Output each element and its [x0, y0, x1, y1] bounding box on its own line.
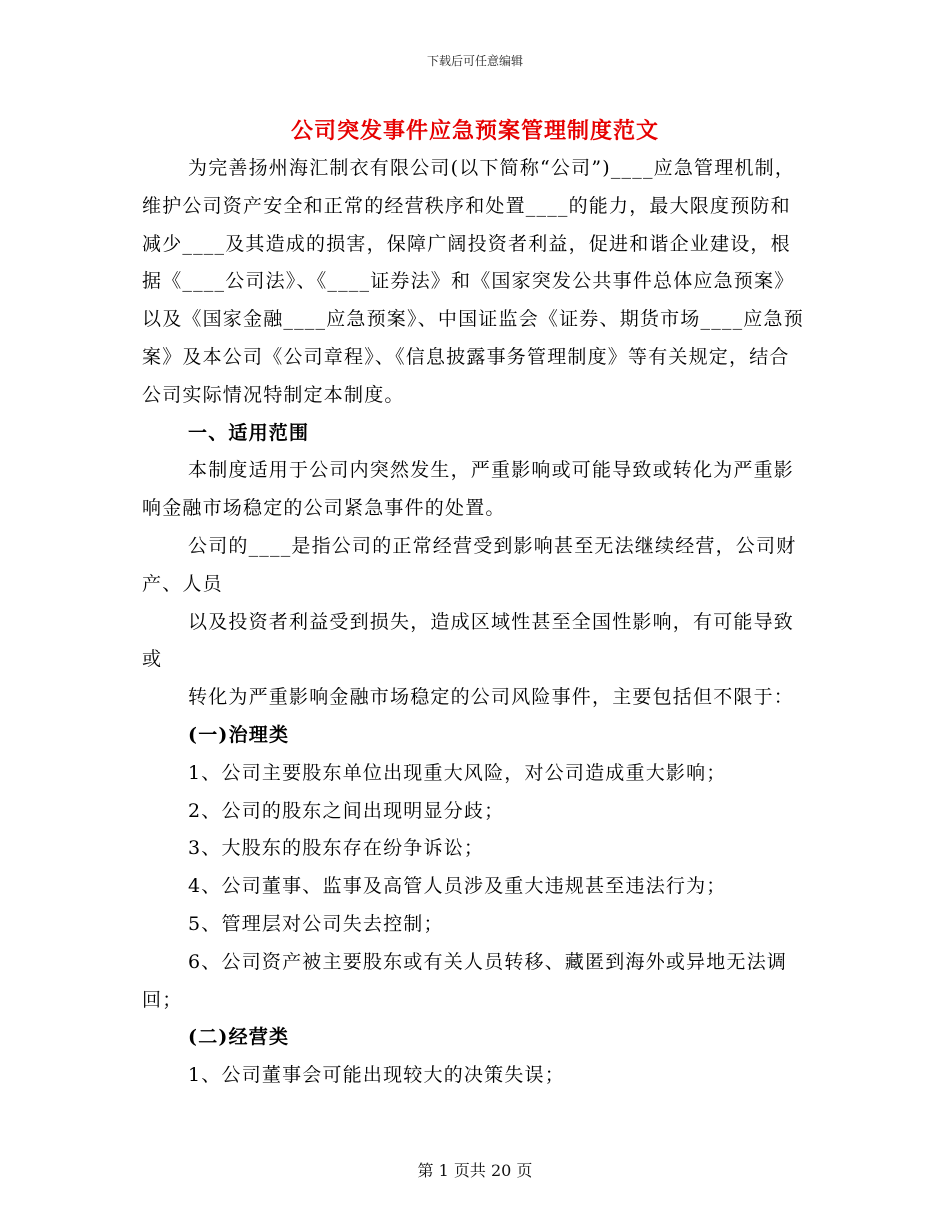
page-number: 第 1 页共 20 页	[417, 1161, 533, 1180]
document-title: 公司突发事件应急预案管理制度范文	[290, 118, 659, 144]
list-item: 2、公司的股东之间出现明显分歧；	[188, 799, 505, 822]
paragraph: 转化为严重影响金融市场稳定的公司风险事件，主要包括但不限于：	[188, 686, 795, 709]
header-note: 下载后可任意编辑	[426, 54, 523, 68]
subsection-heading-governance: (一)治理类	[188, 723, 290, 746]
document-body	[142, 150, 808, 1095]
section-heading-scope: 一、适用范围	[188, 421, 310, 444]
list-item: 1、公司主要股东单位出现重大风险，对公司造成重大影响；	[188, 761, 727, 784]
paragraph: 本制度适用于公司内突然发生，严重影响或可能导致或转化为严重影响金融市场稳定的公司紧急事件的处置。	[142, 459, 795, 520]
subsection-heading-operations: (二)经营类	[188, 1026, 290, 1049]
list-item: 1、公司董事会可能出现较大的决策失误；	[188, 1064, 565, 1087]
intro-paragraph: 为完善扬州海汇制衣有限公司(以下简称“公司”)____应急管理机制，维护公司资产安全和正常的经营秩序和处置____的能力，最大限度预防和减少____及其造成的损害，保障广阔投资者利益，促进和谐企业建设，根据《____公司法》、《____证券法》和《国家突发公共事件总体应急预案》以及《国家金融____应急预案》、中国证监会《证券、期货市场____应急预案》及本公司《公司章程》、《信息披露事务管理制度》等有关规定，结合公司实际情况特制定本制度。	[142, 157, 804, 406]
list-item: 4、公司董事、监事及高管人员涉及重大违规甚至违法行为；	[188, 875, 727, 898]
list-item: 3、大股东的股东存在纷争诉讼；	[188, 837, 485, 860]
paragraph: 公司的____是指公司的正常经营受到影响甚至无法继续经营，公司财产、人员	[142, 534, 797, 595]
paragraph: 以及投资者利益受到损失，造成区域性甚至全国性影响，有可能导致或	[142, 610, 795, 671]
list-item: 5、管理层对公司失去控制；	[188, 912, 444, 935]
list-item: 6、公司资产被主要股东或有关人员转移、藏匿到海外或异地无法调回；	[142, 950, 788, 1011]
